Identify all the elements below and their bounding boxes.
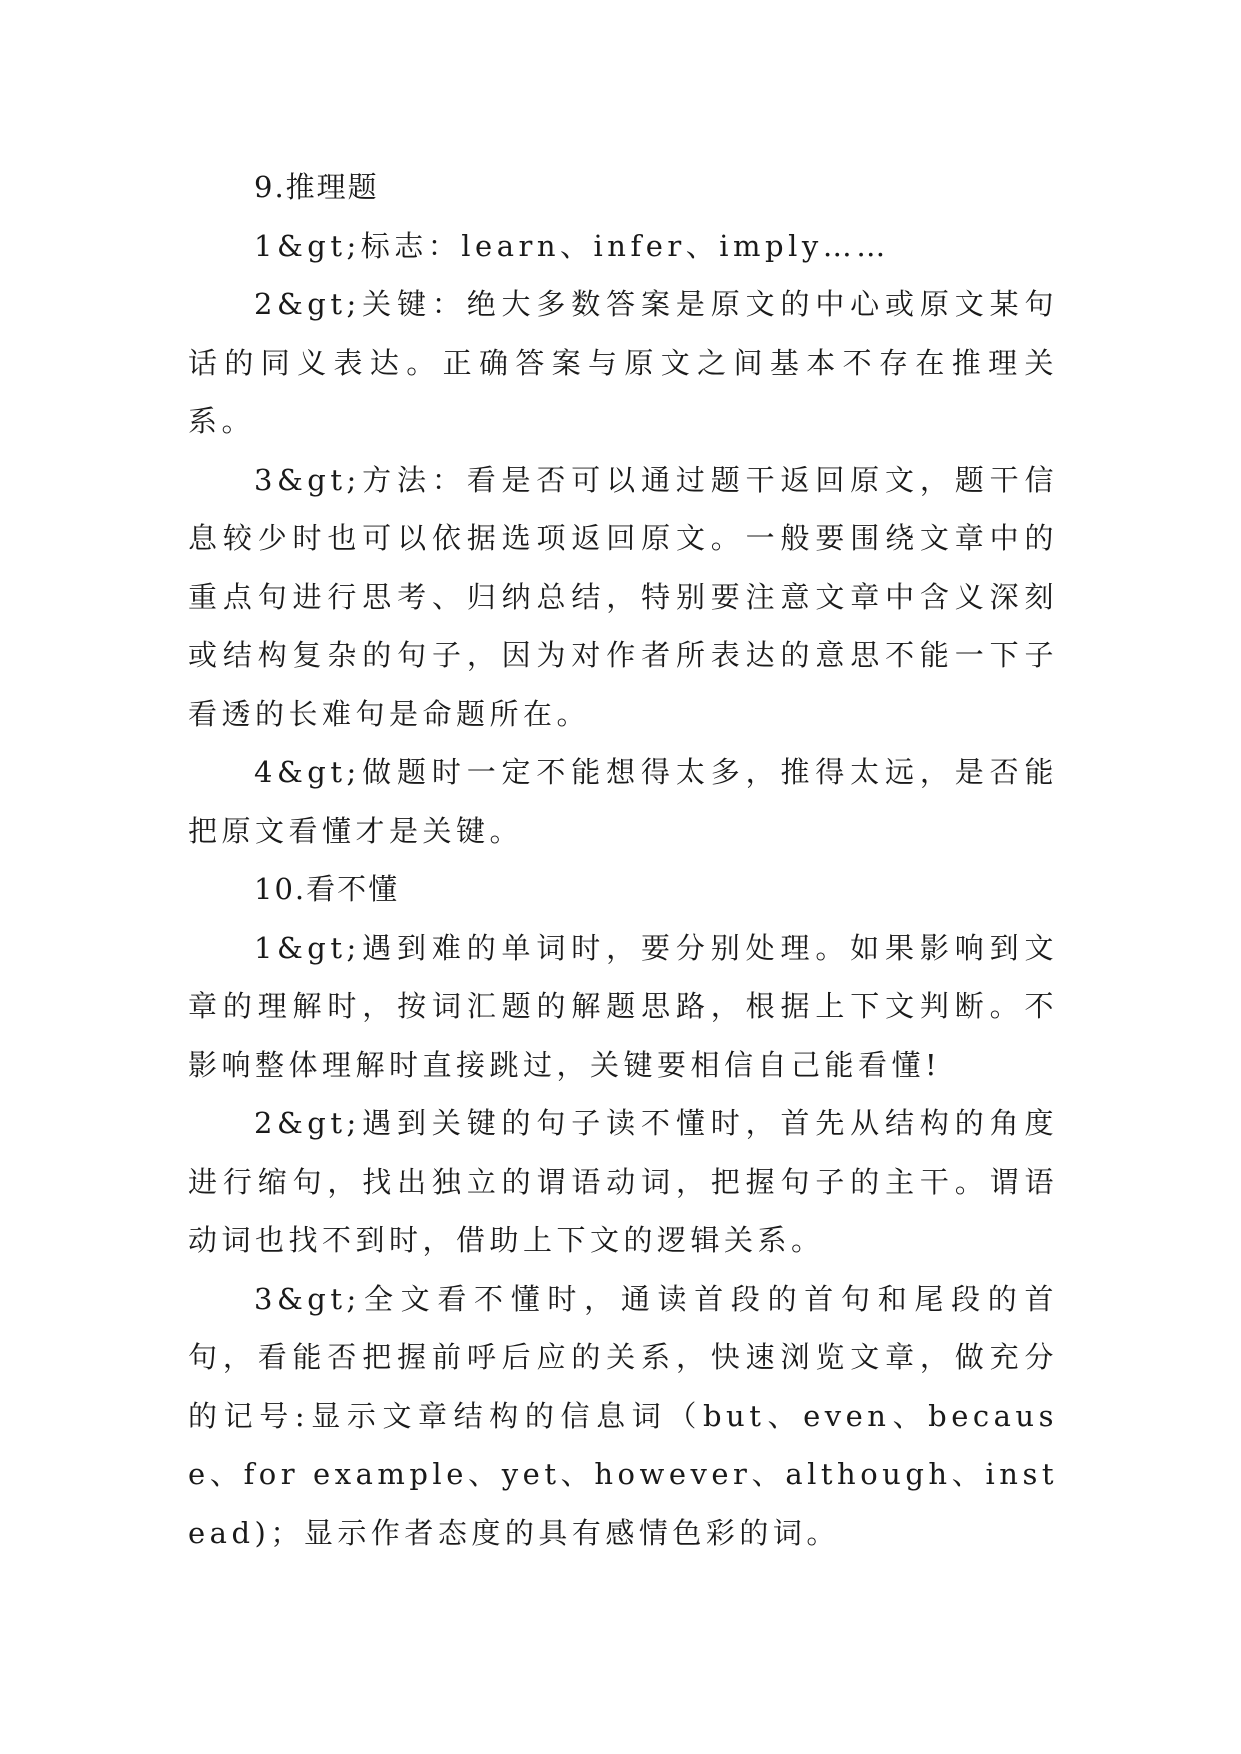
paragraph: 2&gt;遇到关键的句子读不懂时，首先从结构的角度进行缩句，找出独立的谓语动词，把握句子的主干。谓语动词也找不到时，借助上下文的逻辑关系。 <box>188 1106 1058 1257</box>
paragraph: 3&gt;方法：看是否可以通过题干返回原文，题干信息较少时也可以依据选项返回原文。一般要围绕文章中的重点句进行思考、归纳总结，特别要注意文章中含义深刻或结构复杂的句子，因为对作者所表达的意思不能一下子看透的长难句是命题所在。 <box>188 462 1058 731</box>
document-page <box>188 158 1058 1562</box>
section-heading-not-understand: 10.看不懂 <box>254 872 400 906</box>
paragraph: 3&gt;全文看不懂时，通读首段的首句和尾段的首句，看能否把握前呼后应的关系，快速浏览文章，做充分的记号:显示文章结构的信息词（but、even、because、for example、yet、however、although、instead)；显示作者态度的具有感情色彩的词。 <box>188 1281 1058 1550</box>
paragraph: 4&gt;做题时一定不能想得太多，推得太远，是否能把原文看懂才是关键。 <box>188 755 1058 848</box>
paragraph: 1&gt;遇到难的单词时，要分别处理。如果影响到文章的理解时，按词汇题的解题思路，根据上下文判断。不影响整体理解时直接跳过，关键要相信自己能看懂! <box>188 930 1058 1082</box>
paragraph: 2&gt;关键：绝大多数答案是原文的中心或原文某句话的同义表达。正确答案与原文之间基本不存在推理关系。 <box>188 287 1058 438</box>
paragraph: 1&gt;标志：learn、infer、imply…… <box>254 228 890 263</box>
section-heading-inference: 9.推理题 <box>254 170 379 204</box>
